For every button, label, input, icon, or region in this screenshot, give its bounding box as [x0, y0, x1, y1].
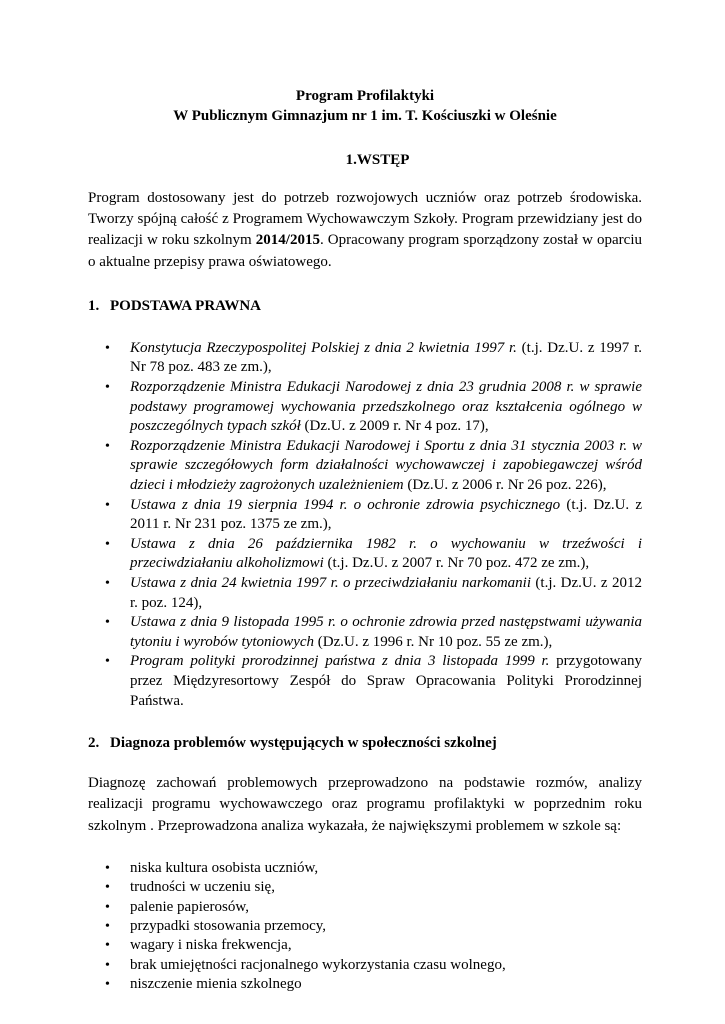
section-1-number: 1.	[88, 297, 100, 314]
problem-text: brak umiejętności racjonalnego wykorzystania czasu wolnego,	[130, 956, 506, 973]
problem-text: trudności w uczeniu się,	[130, 879, 275, 896]
legal-act-reference: (Dz.U. z 1996 r. Nr 10 poz. 55 ze zm.),	[314, 633, 553, 650]
legal-act-title: Ustawa z dnia 24 kwietnia 1997 r. o przeciwdziałaniu narkomanii	[130, 574, 532, 591]
legal-act-reference: (t.j. Dz.U. z 2007 r. Nr 70 poz. 472 ze zm.),	[323, 555, 590, 572]
legal-act-reference: przygotowany przez Międzyresortowy Zespół do Spraw Opracowania Polityki Prorodzinnej Państwa.	[130, 653, 642, 709]
section-2-number: 2.	[88, 735, 100, 752]
problem-text: palenie papierosów,	[130, 898, 249, 915]
legal-basis-item	[88, 378, 642, 437]
bullet-icon: •	[105, 957, 110, 973]
document-title: Program Profilaktyki	[295, 88, 435, 104]
intro-text-2: . Opracowany program sporządzony został w oparciu o aktualne przepisy prawa oświatowego.	[88, 232, 642, 270]
legal-basis-item	[88, 437, 642, 496]
problem-item	[88, 878, 642, 897]
legal-basis-list	[88, 339, 642, 711]
problem-text: przypadki stosowania przemocy,	[130, 917, 327, 934]
legal-act-title: Ustawa z dnia 26 października 1982 r. o wychowaniu w trzeźwości i przeciwdziałaniu alkoholizmowi	[130, 535, 642, 572]
legal-act-reference: (t.j. Dz.U. z 1997 r. Nr 78 poz. 483 ze zm.),	[130, 339, 642, 376]
bullet-icon: •	[105, 438, 110, 454]
legal-act-reference: (t.j. Dz.U. z 2012 r. poz. 124),	[130, 574, 642, 611]
legal-act-title: Ustawa z dnia 19 sierpnia 1994 r. o ochronie zdrowia psychicznego	[130, 496, 561, 513]
bullet-icon: •	[105, 654, 110, 670]
bullet-icon: •	[105, 615, 110, 631]
bullet-icon: •	[105, 497, 110, 513]
intro-school-year: 2014/2015	[255, 232, 320, 249]
section-1-heading	[88, 296, 642, 316]
legal-act-title: Rozporządzenie Ministra Edukacji Narodowej i Sportu z dnia 31 stycznia 2003 r. w sprawie szczegółowych form działalności wychowawczej i zapobiegawczej wśród dzieci i młodzieży zagrożonych uzależnieniem	[130, 437, 642, 493]
diagnosis-paragraph: Diagnozę zachowań problemowych przeprowadzono na podstawie rozmów, analizy realizacji programu wychowawczego oraz programu profilaktyki w poprzednim roku szkolnym . Przeprowadzona analiza wykazała, że największymi problemem w szkole są:	[88, 775, 642, 834]
bullet-icon: •	[105, 860, 110, 876]
problem-item	[88, 859, 642, 878]
bullet-icon: •	[105, 977, 110, 993]
problem-item	[88, 917, 642, 936]
problem-item	[88, 975, 642, 994]
document-subtitle: W Publicznym Gimnazjum nr 1 im. T. Kościuszki w Oleśnie	[173, 108, 557, 124]
legal-basis-item	[88, 339, 642, 378]
bullet-icon: •	[105, 340, 110, 356]
section-2-heading	[88, 733, 642, 753]
legal-basis-item	[88, 652, 642, 711]
problem-item	[88, 898, 642, 917]
bullet-icon: •	[105, 380, 110, 395]
bullet-icon: •	[105, 918, 110, 934]
legal-basis-item	[88, 613, 642, 652]
section-1-title: PODSTAWA PRAWNA	[110, 297, 261, 314]
section-2-title: Diagnoza problemów występujących w społeczności szkolnej	[110, 735, 497, 752]
problem-item	[88, 936, 642, 955]
legal-basis-item	[88, 496, 642, 535]
problem-text: niszczenie mienia szkolnego	[130, 976, 302, 993]
intro-heading: 1.WSTĘP	[345, 152, 410, 168]
problem-text: wagary i niska frekwencja,	[130, 937, 292, 954]
legal-basis-item	[88, 535, 642, 574]
bullet-icon: •	[105, 899, 110, 915]
document-page	[88, 86, 642, 995]
bullet-icon: •	[105, 880, 110, 896]
legal-act-title: Program polityki prorodzinnej państwa z dnia 3 listopada 1999 r.	[130, 653, 550, 670]
legal-act-title: Rozporządzenie Ministra Edukacji Narodowej z dnia 23 grudnia 2008 r. w sprawie podstawy programowej wychowania przedszkolnego oraz kształcenia ogólnego w poszczególnych typach szkół	[130, 379, 642, 435]
problems-list	[88, 859, 642, 995]
bullet-icon: •	[105, 536, 110, 552]
problem-text: niska kultura osobista uczniów,	[130, 859, 319, 876]
bullet-icon: •	[105, 938, 110, 954]
problem-item	[88, 956, 642, 975]
legal-act-reference: (Dz.U. z 2009 r. Nr 4 poz. 17),	[300, 418, 489, 435]
legal-act-reference: (t.j. Dz.U. z 2011 r. Nr 231 poz. 1375 ze zm.),	[130, 496, 643, 533]
bullet-icon: •	[105, 575, 110, 591]
legal-act-title: Konstytucja Rzeczypospolitej Polskiej z dnia 2 kwietnia 1997 r.	[130, 339, 517, 356]
legal-act-title: Ustawa z dnia 9 listopada 1995 r. o ochronie zdrowia przed następstwami używania tytoniu i wyrobów tytoniowych	[130, 614, 642, 650]
legal-basis-item	[88, 574, 642, 613]
intro-text-1: Program dostosowany jest do potrzeb rozwojowych uczniów oraz potrzeb środowiska. Tworzy spójną całość z Programem Wychowawczym Szkoły. Program przewidziany jest do realizacji w roku szkolnym	[88, 190, 642, 249]
legal-act-reference: (Dz.U. z 2006 r. Nr 26 poz. 226),	[403, 476, 607, 493]
intro-paragraph	[88, 188, 642, 273]
